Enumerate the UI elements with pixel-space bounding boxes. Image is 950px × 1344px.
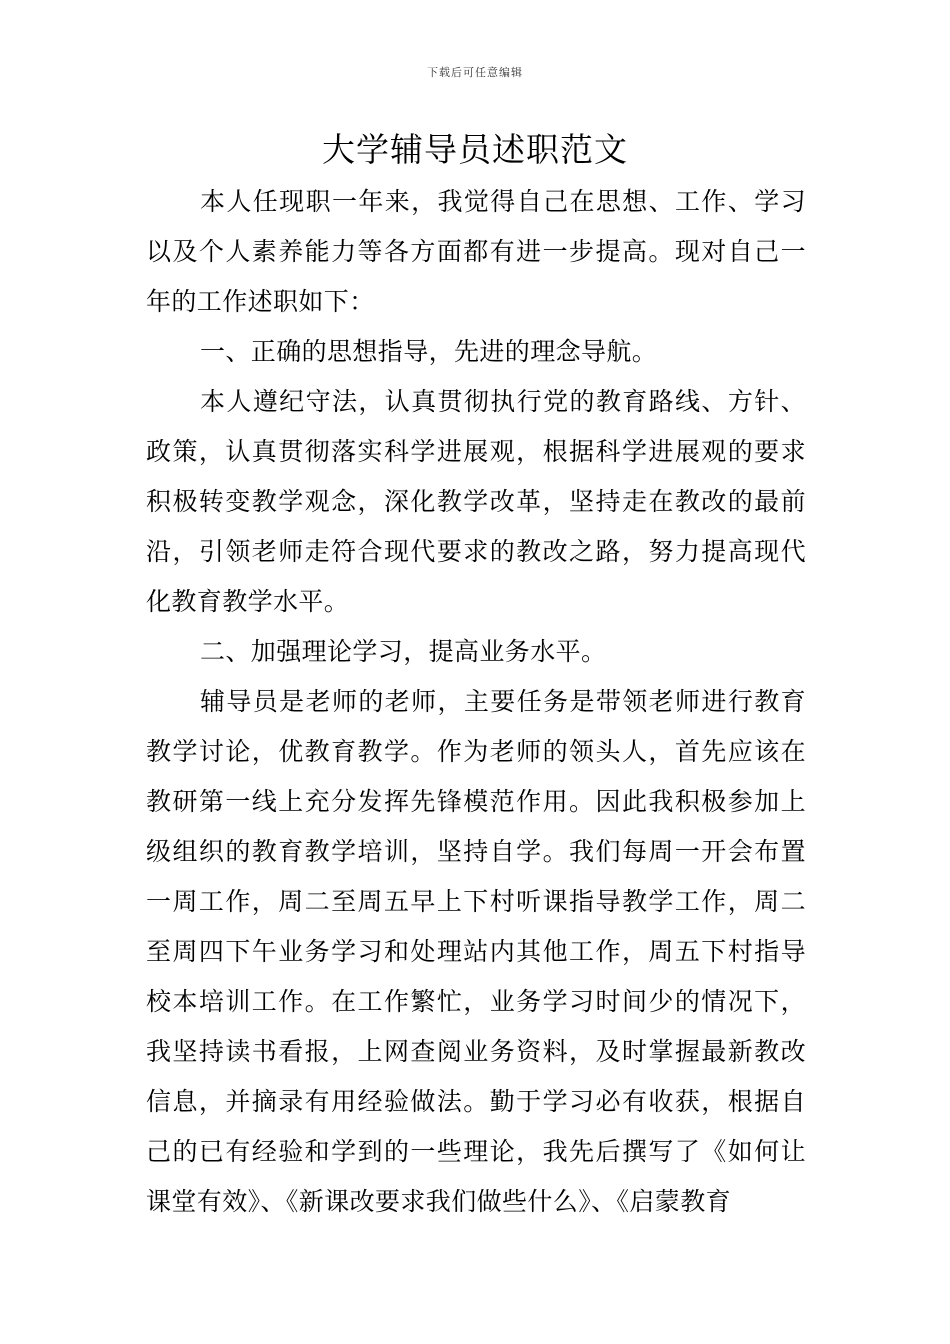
paragraph-intro: 本人任现职一年来，我觉得自己在思想、工作、学习以及个人素养能力等各方面都有进一步提高。现对自己一年的工作述职如下： bbox=[146, 187, 806, 316]
paragraph-section-2: 辅导员是老师的老师，主要任务是带领老师进行教育教学讨论，优教育教学。作为老师的领头人，首先应该在教研第一线上充分发挥先锋模范作用。因此我积极参加上级组织的教育教学培训，坚持自学。我们每周一开会布置一周工作，周二至周五早上下村听课指导教学工作，周二至周四下午业务学习和处理站内其他工作，周五下村指导校本培训工作。在工作繁忙，业务学习时间少的情况下，我坚持读书看报，上网查阅业务资料，及时掌握最新教改信息，并摘录有用经验做法。勤于学习必有收获，根据自己的已有经验和学到的一些理论，我先后撰写了《如何让课堂有效》、《新课改要求我们做些什么》、《启蒙教育 bbox=[146, 687, 806, 1216]
section-heading-2: 二、加强理论学习，提高业务水平。 bbox=[200, 637, 607, 666]
section-heading-1: 一、正确的思想指导，先进的理念导航。 bbox=[200, 337, 658, 366]
paragraph-section-1: 本人遵纪守法，认真贯彻执行党的教育路线、方针、政策，认真贯彻落实科学进展观，根据科学进展观的要求积极转变教学观念，深化教学改革，坚持走在教改的最前沿，引领老师走符合现代要求的教改之路，努力提高现代化教育教学水平。 bbox=[146, 387, 806, 616]
document-title: 大学辅导员述职范文 bbox=[322, 130, 628, 169]
header-note: 下载后可任意编辑 bbox=[427, 66, 523, 79]
document-body bbox=[146, 177, 806, 1227]
